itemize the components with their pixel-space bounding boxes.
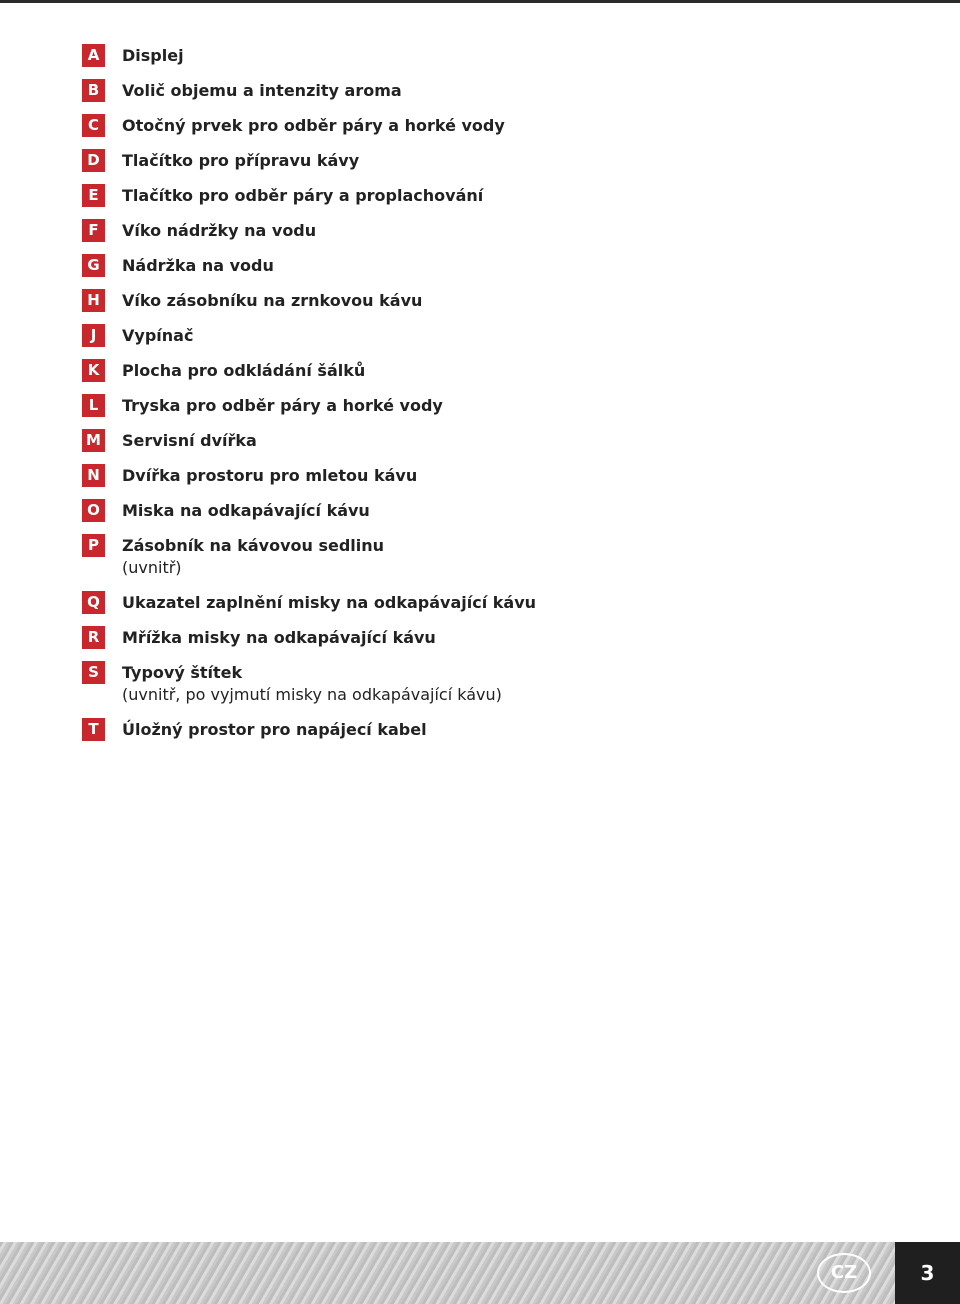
legend-item-m <box>82 429 782 452</box>
item-label: Nádržka na vodu <box>122 256 274 275</box>
item-label: Tlačítko pro odběr páry a proplachování <box>122 186 484 205</box>
letter-badge: R <box>82 626 105 649</box>
letter-badge: E <box>82 184 105 207</box>
item-label: Víko zásobníku na zrnkovou kávu <box>122 291 423 310</box>
item-label: Ukazatel zaplnění misky na odkapávající kávu <box>122 593 537 612</box>
letter-badge: F <box>82 219 105 242</box>
item-label: Tryska pro odběr páry a horké vody <box>122 396 443 415</box>
letter-badge: J <box>82 324 105 347</box>
legend-item-e <box>82 184 782 207</box>
item-label: Zásobník na kávovou sedlinu <box>122 536 385 555</box>
letter-badge: A <box>82 44 105 67</box>
legend-item-k <box>82 359 782 382</box>
letter-badge: Q <box>82 591 105 614</box>
item-label: Displej <box>122 46 184 65</box>
letter-badge: G <box>82 254 105 277</box>
item-label: Miska na odkapávající kávu <box>122 501 370 520</box>
legend-item-d <box>82 149 782 172</box>
item-sublabel: (uvnitř) <box>122 558 182 577</box>
parts-legend <box>82 44 782 753</box>
letter-badge: D <box>82 149 105 172</box>
legend-item-g <box>82 254 782 277</box>
item-label: Tlačítko pro přípravu kávy <box>122 151 360 170</box>
item-label: Otočný prvek pro odběr páry a horké vody <box>122 116 505 135</box>
legend-item-b <box>82 79 782 102</box>
legend-item-h <box>82 289 782 312</box>
legend-item-q <box>82 591 782 614</box>
page-number: 3 <box>895 1242 960 1304</box>
item-label: Servisní dvířka <box>122 431 257 450</box>
letter-badge: L <box>82 394 105 417</box>
item-label: Mřížka misky na odkapávající kávu <box>122 628 436 647</box>
legend-item-f <box>82 219 782 242</box>
legend-item-l <box>82 394 782 417</box>
letter-badge: K <box>82 359 105 382</box>
legend-item-a <box>82 44 782 67</box>
legend-item-t <box>82 718 782 741</box>
item-label: Vypínač <box>122 326 194 345</box>
letter-badge: B <box>82 79 105 102</box>
letter-badge: P <box>82 534 105 557</box>
footer-wave-pattern <box>0 1242 895 1304</box>
legend-item-c <box>82 114 782 137</box>
letter-badge: S <box>82 661 105 684</box>
letter-badge: H <box>82 289 105 312</box>
item-label: Víko nádržky na vodu <box>122 221 317 240</box>
item-label: Úložný prostor pro napájecí kabel <box>122 720 427 739</box>
language-badge: CZ <box>817 1253 871 1293</box>
letter-badge: O <box>82 499 105 522</box>
legend-item-p <box>82 534 782 579</box>
item-sublabel: (uvnitř, po vyjmutí misky na odkapávající kávu) <box>122 685 502 704</box>
legend-item-j <box>82 324 782 347</box>
letter-badge: M <box>82 429 105 452</box>
item-label: Volič objemu a intenzity aroma <box>122 81 402 100</box>
letter-badge: C <box>82 114 105 137</box>
item-label: Plocha pro odkládání šálků <box>122 361 366 380</box>
page-footer <box>0 1242 960 1304</box>
legend-item-r <box>82 626 782 649</box>
legend-item-s <box>82 661 782 706</box>
letter-badge: N <box>82 464 105 487</box>
legend-item-n <box>82 464 782 487</box>
top-rule <box>0 0 960 3</box>
letter-badge: T <box>82 718 105 741</box>
legend-item-o <box>82 499 782 522</box>
item-label: Typový štítek <box>122 663 243 682</box>
item-label: Dvířka prostoru pro mletou kávu <box>122 466 418 485</box>
